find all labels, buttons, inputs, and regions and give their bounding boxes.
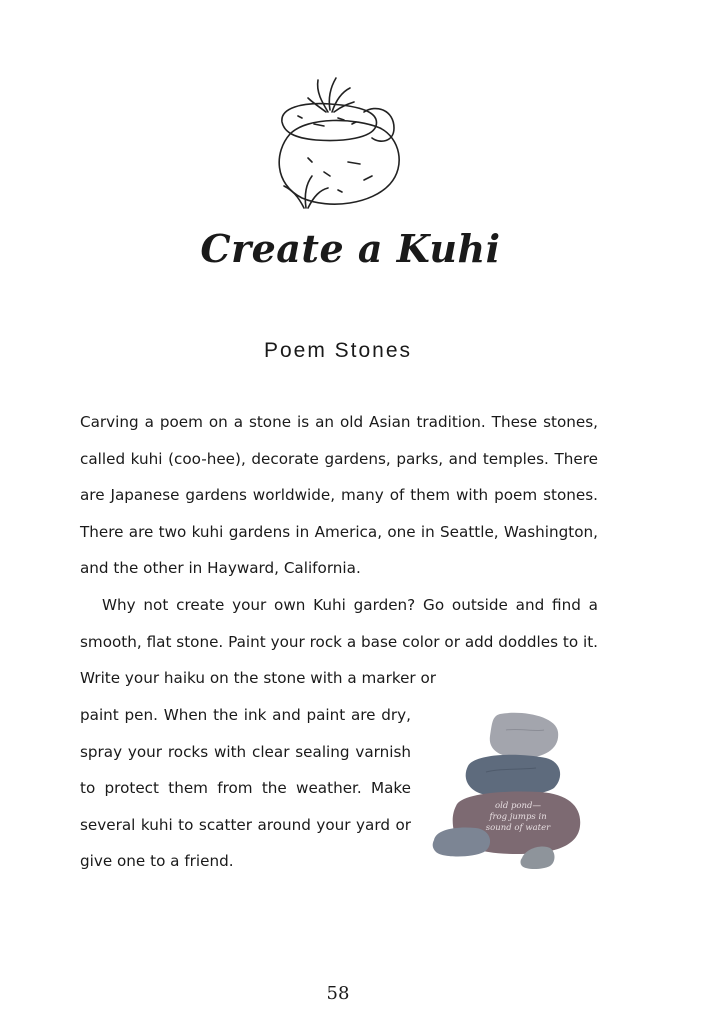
page-title: Create a Kuhi xyxy=(200,226,501,271)
paragraph-instructions: Why not create your own Kuhi garden? Go outside and find a smooth, flat stone. Paint your rock a base color or add doddles to it. Write your haiku on the stone with a marker or xyxy=(80,596,598,687)
section-subtitle: Poem Stones xyxy=(263,339,413,362)
stacked-stones-illustration xyxy=(268,72,408,212)
stone-small-left xyxy=(433,828,490,857)
paragraph-instructions-continued: paint pen. When the ink and paint are dry, spray your rocks with clear sealing varnish to protect them from the weather. Make several kuhi to scatter around your yard or give one to a friend. xyxy=(80,706,411,870)
stone-top xyxy=(490,713,558,758)
stone-poem-line-3: sound of water xyxy=(485,823,551,833)
paragraph-intro: Carving a poem on a stone is an old Asian tradition. These stones, called kuhi (coo-hee), decorate gardens, parks, and temples. There are Japanese gardens worldwide, many of them with poem stones. There are two kuhi gardens in America, one in Seattle, Washington, and the other in Hayward, California. xyxy=(80,413,598,577)
stone-poem-line-2: frog jumps in xyxy=(489,812,547,822)
page-number: 58 xyxy=(326,983,350,1004)
stone-poem-line-1: old pond— xyxy=(495,801,541,811)
painted-stones-image xyxy=(430,708,586,874)
stone-middle xyxy=(466,755,560,796)
